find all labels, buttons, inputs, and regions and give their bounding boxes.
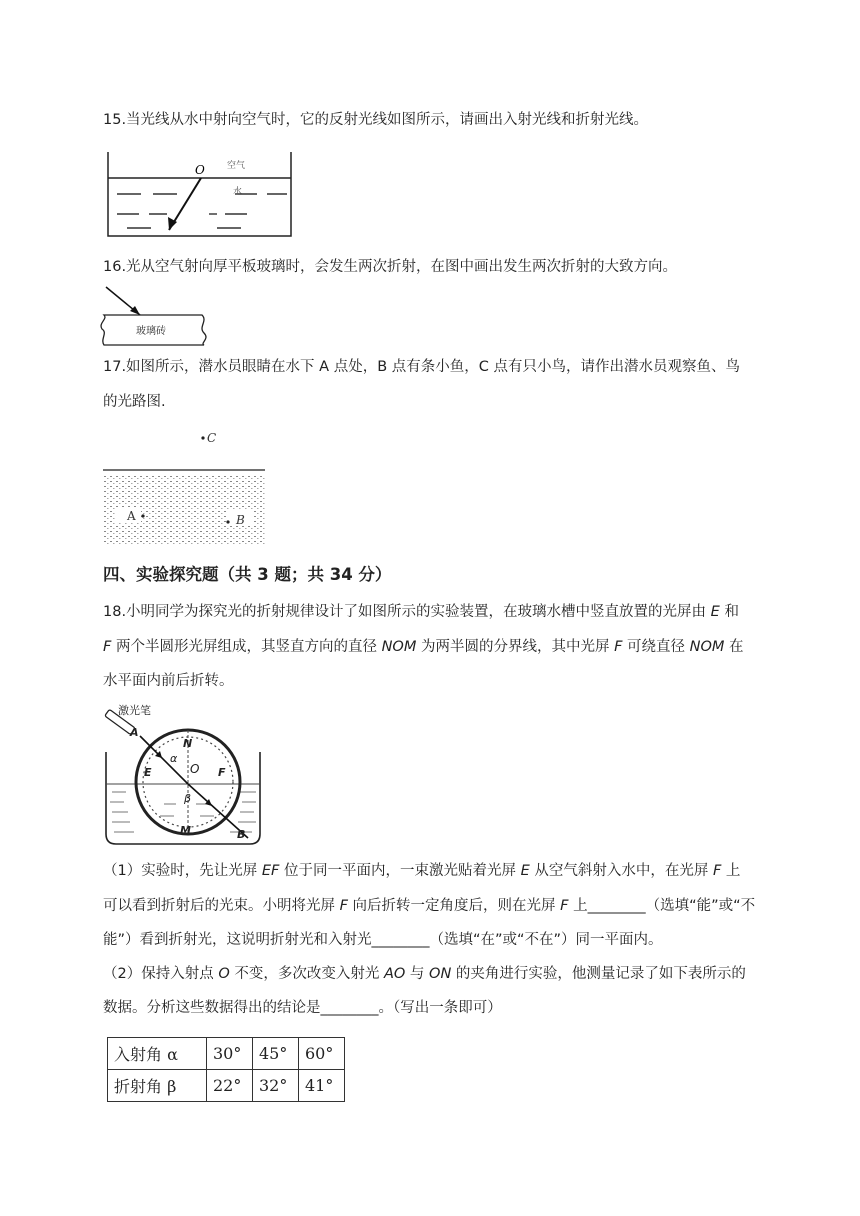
table-row (108, 1038, 345, 1070)
fig18-a-label: A (130, 726, 139, 739)
q18-part2-line1: （2）保持入射点 O 不变，多次改变入射光 AO 与 ON 的夹角进行实验，他测量记录了如下表所示的 (103, 966, 746, 982)
fig18-f-label: F (218, 766, 226, 779)
table-cell: 32° (253, 1070, 299, 1102)
table-cell: 60° (299, 1038, 345, 1070)
question-16-text: 16.光从空气射向厚平板玻璃时，会发生两次折射，在图中画出发生两次折射的大致方向。 (103, 259, 678, 275)
table-cell: 30° (207, 1038, 253, 1070)
fig17-b-label: B (236, 513, 245, 527)
fig15-o-label: O (195, 163, 205, 177)
fig18-laser-label: 激光笔 (118, 704, 151, 717)
fig17-c-label: C (207, 431, 217, 445)
table-row (108, 1070, 345, 1102)
fig18-beta-label: β (184, 792, 192, 805)
angle-data-table (107, 1037, 345, 1102)
q18-part1-line2: 可以看到折射后的光束。小明将光屏 F 向后折转一定角度后，则在光屏 F 上________（选填“能”或“不 (103, 898, 756, 914)
question-18-line2: F 两个半圆形光屏组成，其竖直方向的直径 NOM 为两半圆的分界线，其中光屏 F 可绕直径 NOM 在 (103, 639, 744, 655)
fig18-n-label: N (183, 737, 193, 750)
table-header-cell: 折射角 β (108, 1070, 207, 1102)
fig16-glass-label: 玻璃砖 (136, 326, 166, 337)
question-17-line1: 17.如图所示，潜水员眼睛在水下 A 点处，B 点有条小鱼，C 点有只小鸟，请作出潜水员观察鱼、鸟 (103, 359, 740, 375)
fig18-m-label: M (180, 824, 191, 837)
q18-part2-line2: 数据。分析这些数据得出的结论是________。（写出一条即可） (103, 1000, 502, 1016)
question-15-text: 15.当光线从水中射向空气时，它的反射光线如图所示，请画出入射光线和折射光线。 (103, 112, 649, 128)
question-17-line2: 的光路图. (103, 394, 166, 410)
section-4-title: 四、实验探究题（共 3 题；共 34 分） (103, 565, 392, 584)
fig18-o-label: O (190, 762, 200, 776)
table-cell: 22° (207, 1070, 253, 1102)
figure-18-apparatus (100, 700, 266, 848)
table-header-cell: 入射角 α (108, 1038, 207, 1070)
q18-part1-line1: （1）实验时，先让光屏 EF 位于同一平面内，一束激光贴着光屏 E 从空气斜射入水中，在光屏 F 上 (103, 863, 741, 879)
figure-16-glass-brick (100, 283, 214, 347)
fig15-air-label: 空气 (227, 161, 246, 171)
q18-part1-line3: 能”）看到折射光，这说明折射光和入射光________（选填“在”或“不在”）同一平面内。 (103, 932, 663, 948)
question-18-line3: 水平面内前后折转。 (103, 673, 234, 689)
table-cell: 45° (253, 1038, 299, 1070)
figure-17-diver (103, 420, 269, 546)
question-18-line1: 18.小明同学为探究光的折射规律设计了如图所示的实验装置，在玻璃水槽中竖直放置的光屏由 E 和 (103, 604, 739, 620)
fig18-e-label: E (144, 766, 152, 779)
fig15-water-label: 水 (233, 187, 243, 197)
fig17-a-label: A (127, 509, 136, 523)
table-cell: 41° (299, 1070, 345, 1102)
fig18-alpha-label: α (170, 752, 178, 765)
fig18-b-label: B (237, 828, 246, 841)
figure-15-water-air (105, 150, 295, 240)
